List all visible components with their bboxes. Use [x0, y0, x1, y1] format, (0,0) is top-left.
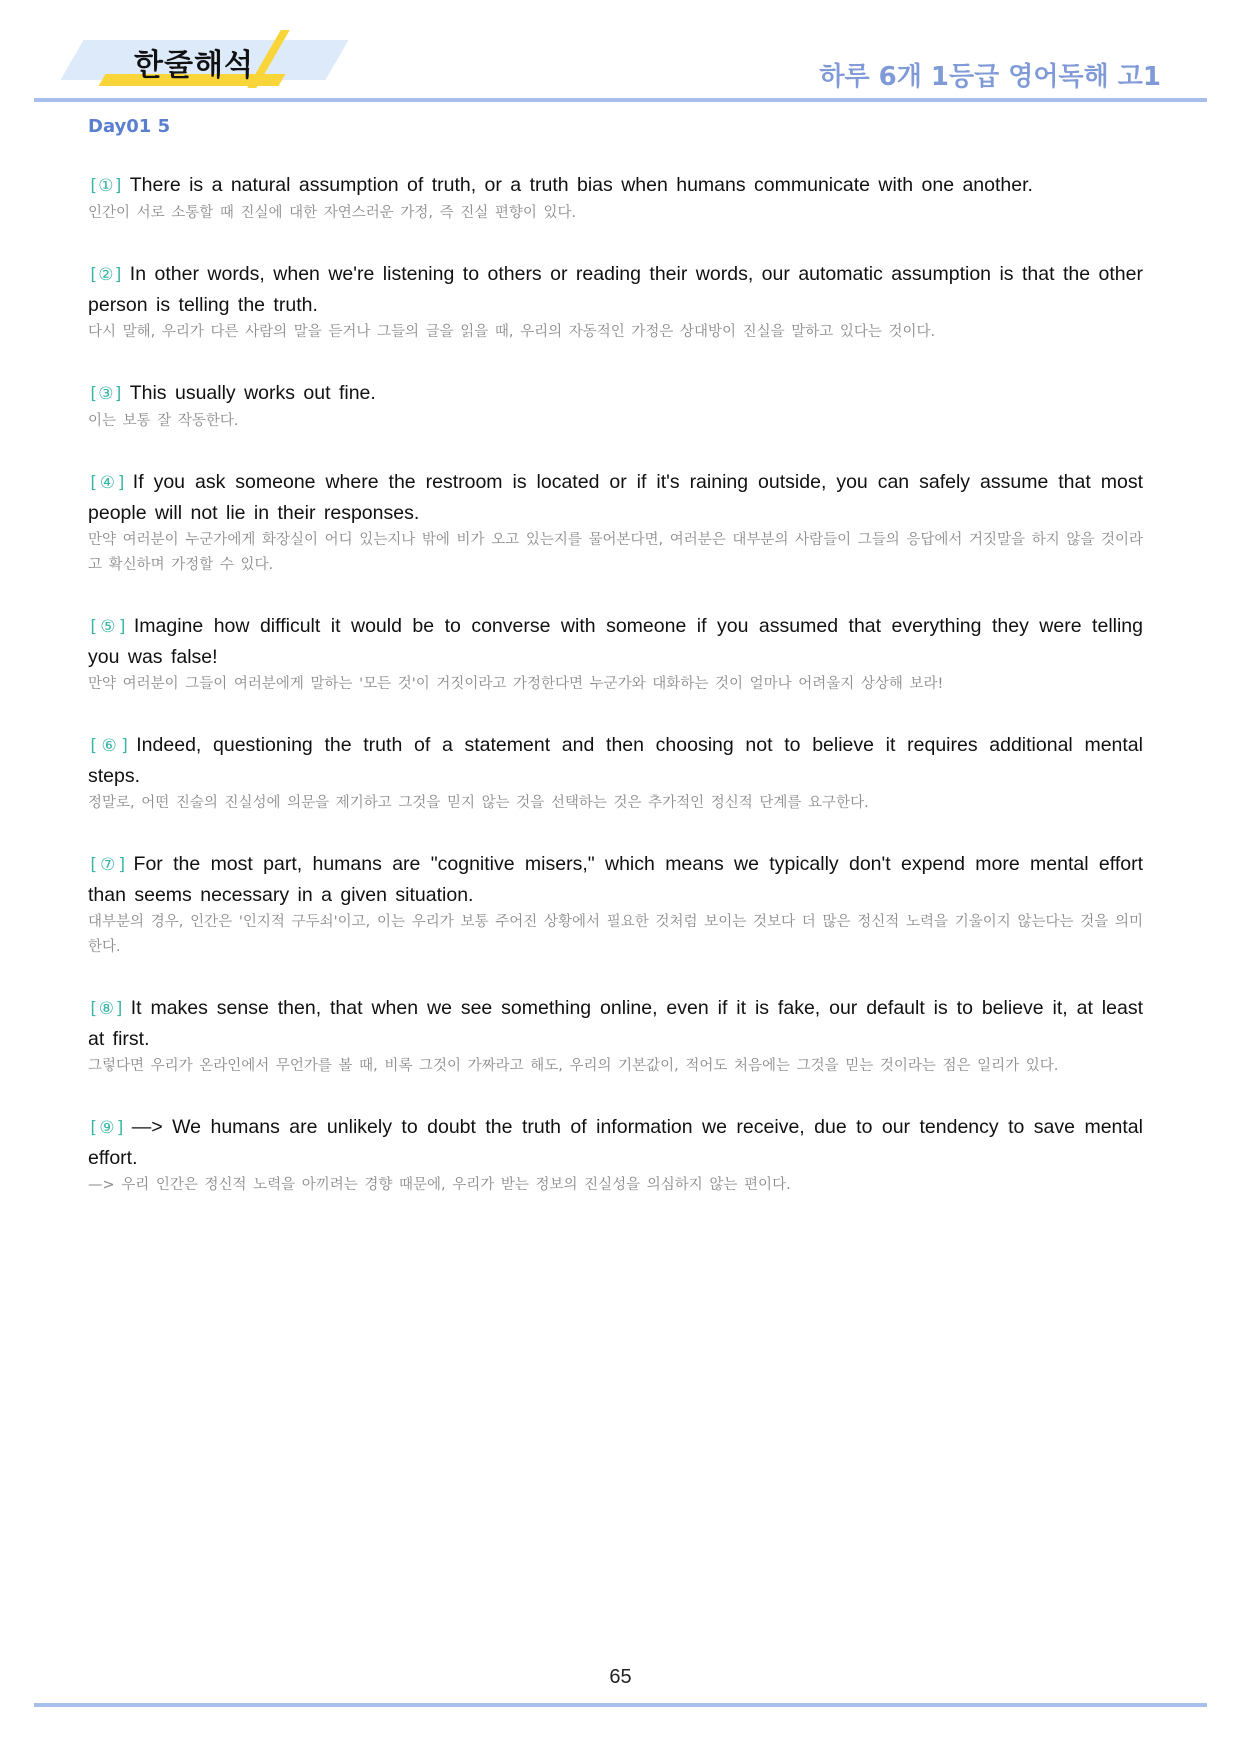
- korean-translation: 만약 여러분이 누군가에게 화장실이 어디 있는지나 밖에 비가 오고 있는지를 물어본다면, 여러분은 대부분의 사람들이 그들의 응답에서 거짓말을 하지 않을 것이라고 확신하며 가정할 수 있다.: [88, 532, 1143, 573]
- sentence-1: [88, 170, 1143, 226]
- korean-translation: —> 우리 인간은 정신적 노력을 아끼려는 경향 때문에, 우리가 받는 정보의 진실성을 의심하지 않는 편이다.: [88, 1177, 791, 1193]
- english-text: Indeed, questioning the truth of a statement and then choosing not to believe it requires additional mental steps.: [88, 734, 1143, 787]
- english-sentence: [88, 611, 1143, 672]
- korean-translation: 만약 여러분이 그들이 여러분에게 말하는 '모든 것'이 거짓이라고 가정한다면 누군가와 대화하는 것이 얼마나 어려울지 상상해 보라!: [88, 676, 944, 692]
- sentence-number: [⑦]: [88, 855, 128, 875]
- sentence-3: [88, 378, 1143, 434]
- sentence-number: [⑤]: [88, 617, 128, 637]
- sentence-number: [③]: [88, 384, 124, 404]
- logo: [62, 30, 362, 92]
- korean-translation: 이는 보통 잘 작동한다.: [88, 413, 239, 429]
- sentence-number: [④]: [88, 473, 127, 493]
- korean-translation: 다시 말해, 우리가 다른 사람의 말을 듣거나 그들의 글을 읽을 때, 우리의 자동적인 가정은 상대방이 진실을 말하고 있다는 것이다.: [88, 324, 936, 340]
- english-text: —> We humans are unlikely to doubt the truth of information we receive, due to our tendency to save mental effort.: [88, 1116, 1143, 1169]
- sentence-9: [88, 1112, 1143, 1198]
- korean-translation: 그렇다면 우리가 온라인에서 무언가를 볼 때, 비록 그것이 가짜라고 해도, 우리의 기본값이, 적어도 처음에는 그것을 믿는 것이라는 점은 일리가 있다.: [88, 1058, 1059, 1074]
- sentence-5: [88, 611, 1143, 697]
- day-label: Day01 5: [88, 116, 171, 137]
- sentence-4: [88, 467, 1143, 578]
- english-text: Imagine how difficult it would be to converse with someone if you assumed that everything they were telling you was false!: [88, 615, 1144, 668]
- sentence-number: [⑨]: [88, 1118, 126, 1138]
- sentence-list: [88, 170, 1143, 1231]
- english-text: In other words, when we're listening to others or reading their words, our automatic assumption is that the other person is telling the truth.: [88, 263, 1143, 316]
- sentence-number: [①]: [88, 176, 124, 196]
- page-header: [0, 0, 1241, 110]
- sentence-6: [88, 730, 1143, 816]
- english-sentence: [88, 378, 1143, 409]
- book-title: 하루 6개 1등급 영어독해 고1: [819, 62, 1161, 92]
- sentence-8: [88, 993, 1143, 1079]
- korean-translation: 대부분의 경우, 인간은 '인지적 구두쇠'이고, 이는 우리가 보통 주어진 상황에서 필요한 것처럼 보이는 것보다 더 많은 정신적 노력을 기울이지 않는다는 것을 의미한다.: [88, 914, 1143, 955]
- english-sentence: [88, 170, 1143, 201]
- english-sentence: [88, 993, 1143, 1054]
- sentence-2: [88, 259, 1143, 345]
- english-text: For the most part, humans are "cognitive misers," which means we typically don't expend more mental effort than seems necessary in a given situation.: [88, 853, 1143, 906]
- footer-divider: [34, 1703, 1207, 1707]
- english-text: This usually works out fine.: [129, 382, 376, 404]
- english-sentence: [88, 259, 1143, 320]
- page-number: 65: [609, 1666, 632, 1688]
- english-text: If you ask someone where the restroom is located or if it's raining outside, you can safely assume that most people will not lie in their responses.: [88, 471, 1143, 524]
- sentence-number: [②]: [88, 265, 124, 285]
- english-sentence: [88, 849, 1143, 910]
- sentence-number: [⑥]: [88, 736, 131, 756]
- english-sentence: [88, 730, 1143, 791]
- logo-text: 한줄해석: [134, 48, 254, 83]
- english-text: There is a natural assumption of truth, or a truth bias when humans communicate with one another.: [129, 174, 1033, 196]
- sentence-7: [88, 849, 1143, 960]
- korean-translation: 정말로, 어떤 진술의 진실성에 의문을 제기하고 그것을 믿지 않는 것을 선택하는 것은 추가적인 정신적 단계를 요구한다.: [88, 795, 869, 811]
- english-sentence: [88, 467, 1143, 528]
- english-text: It makes sense then, that when we see something online, even if it is fake, our default is to believe it, at least at first.: [88, 997, 1143, 1050]
- korean-translation: 인간이 서로 소통할 때 진실에 대한 자연스러운 가정, 즉 진실 편향이 있다.: [88, 205, 577, 221]
- sentence-number: [⑧]: [88, 999, 125, 1019]
- header-divider: [34, 98, 1207, 102]
- english-sentence: [88, 1112, 1143, 1173]
